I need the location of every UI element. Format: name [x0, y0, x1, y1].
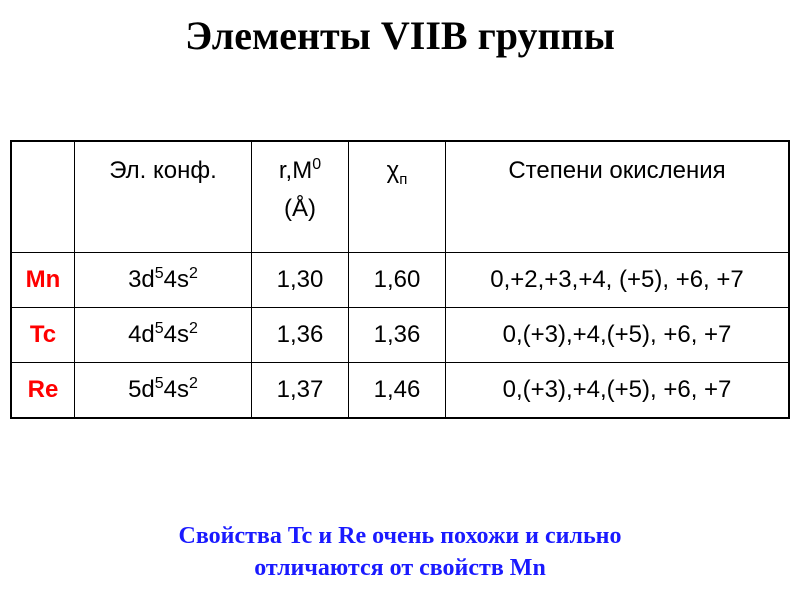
header-radius-unit: (Å): [284, 195, 316, 222]
header-radius-sup: 0: [312, 156, 322, 173]
electronegativity-value: 1,60: [349, 253, 446, 308]
header-radius-label: r,M: [278, 157, 313, 184]
summary-note: [0, 520, 800, 584]
header-corner: [11, 141, 75, 253]
summary-note-line1: Свойства Tc и Re очень похожи и сильно: [178, 523, 622, 549]
electron-config: $4d^54s^2$: [75, 308, 252, 363]
header-oxidation: Степени окисления: [446, 141, 790, 253]
header-electronegativity: [349, 141, 446, 253]
element-symbol: Tc: [11, 308, 75, 363]
element-symbol: Mn: [11, 253, 75, 308]
electronegativity-value: 1,36: [349, 308, 446, 363]
radius-value: 1,36: [252, 308, 349, 363]
radius-value: 1,37: [252, 363, 349, 419]
summary-note-line2: отличаются от свойств Mn: [254, 555, 546, 581]
table-row: [11, 363, 789, 419]
table-row: [11, 308, 789, 363]
radius-value: 1,30: [252, 253, 349, 308]
oxidation-states: 0,(+3),+4,(+5), +6, +7: [446, 363, 790, 419]
electron-config: $5d^54s^2$: [75, 363, 252, 419]
header-chi-sub: п: [399, 170, 408, 188]
header-radius: [252, 141, 349, 253]
elements-table: [10, 140, 790, 419]
electron-config: $3d^54s^2$: [75, 253, 252, 308]
table-row: [11, 253, 789, 308]
oxidation-states: 0,+2,+3,+4, (+5), +6, +7: [446, 253, 790, 308]
oxidation-states: 0,(+3),+4,(+5), +6, +7: [446, 308, 790, 363]
page-title: Элементы VIIB группы: [185, 13, 615, 58]
header-config: Эл. конф.: [75, 141, 252, 253]
electronegativity-value: 1,46: [349, 363, 446, 419]
element-symbol: Re: [11, 363, 75, 419]
table-header-row: [11, 141, 789, 253]
header-chi-symbol: χ: [386, 157, 400, 184]
